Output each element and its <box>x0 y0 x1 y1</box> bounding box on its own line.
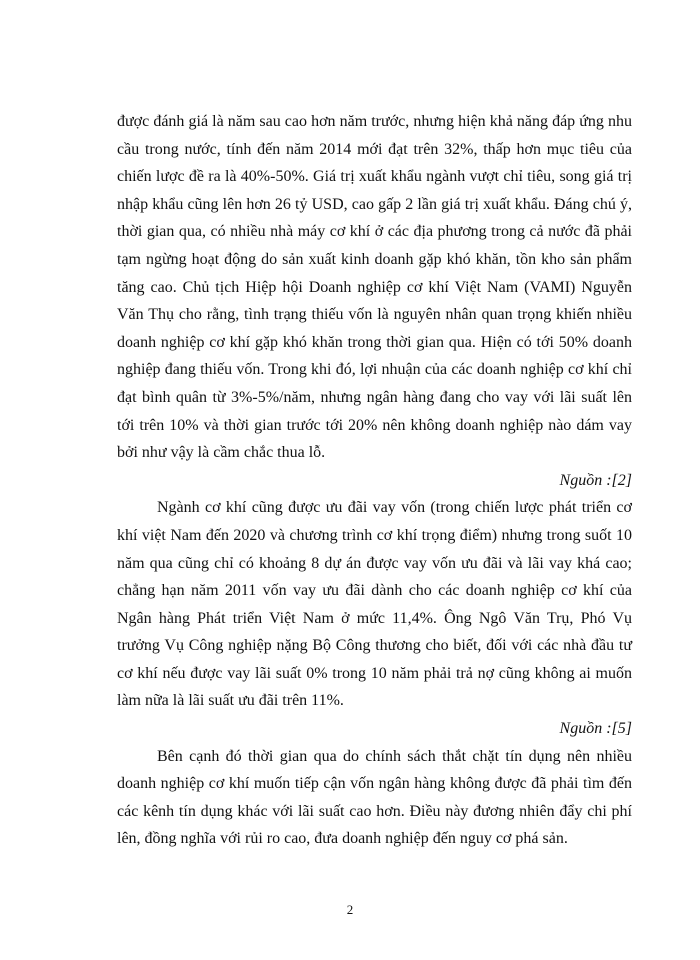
paragraph-continuation: được đánh giá là năm sau cao hơn năm trước, nhưng hiện khả năng đáp ứng nhu cầu trong nước, tính đến năm 2014 mới đạt trên 32%, thấp hơn mục tiêu của chiến lược đề ra là 40%-50%. Giá trị xuất khẩu ngành vượt chỉ tiêu, song giá trị nhập khẩu cũng lên hơn 26 tỷ USD, cao gấp 2 lần giá trị xuất khẩu. Đáng chú ý, thời gian qua, có nhiều nhà máy cơ khí ở các địa phương trong cả nước đã phải tạm ngừng hoạt động do sản xuất kinh doanh gặp khó khăn, tồn kho sản phẩm tăng cao. Chủ tịch Hiệp hội Doanh nghiệp cơ khí Việt Nam (VAMI) Nguyễn Văn Thụ cho rằng, tình trạng thiếu vốn là nguyên nhân quan trọng khiến nhiều doanh nghiệp cơ khí gặp khó khăn trong thời gian qua. Hiện có tới 50% doanh nghiệp đang thiếu vốn. Trong khi đó, lợi nhuận của các doanh nghiệp cơ khí chỉ đạt bình quân từ 3%-5%/năm, nhưng ngân hàng đang cho vay với lãi suất lên tới trên 10% và thời gian trước tới 20% nên không doanh nghiệp nào dám vay bởi như vậy là cầm chắc thua lỗ. <box>117 113 632 462</box>
paragraph-preferential-loans: Ngành cơ khí cũng được ưu đãi vay vốn (trong chiến lược phát triển cơ khí việt Nam đến 2020 và chương trình cơ khí trọng điểm) nhưng trong suốt 10 năm qua cũng chỉ có khoảng 8 dự án được vay vốn ưu đãi và lãi vay khá cao; chẳng hạn năm 2011 vốn vay ưu đãi dành cho các doanh nghiệp cơ khí của Ngân hàng Phát triển Việt Nam ở mức 11,4%. Ông Ngô Văn Trụ, Phó Vụ trưởng Vụ Công nghiệp nặng Bộ Công thương cho biết, đối với các nhà đầu tư cơ khí nếu được vay lãi suất 0% trong 10 năm phải trả nợ cũng không ai muốn làm nữa là lãi suất ưu đãi trên 11%. <box>117 499 632 710</box>
source-citation: Nguồn :[2] <box>559 471 632 489</box>
source-citation: Nguồn :[5] <box>559 720 632 738</box>
page-number: 2 <box>346 902 354 917</box>
document-body <box>117 108 632 853</box>
paragraph-credit-tightening: Bên cạnh đó thời gian qua do chính sách thắt chặt tín dụng nên nhiều doanh nghiệp cơ khí muốn tiếp cận vốn ngân hàng không được đã phải tìm đến các kênh tín dụng khác với lãi suất cao hơn. Điều này đương nhiên đẩy chi phí lên, đồng nghĩa với rủi ro cao, đưa doanh nghiệp đến nguy cơ phá sản. <box>117 747 632 848</box>
